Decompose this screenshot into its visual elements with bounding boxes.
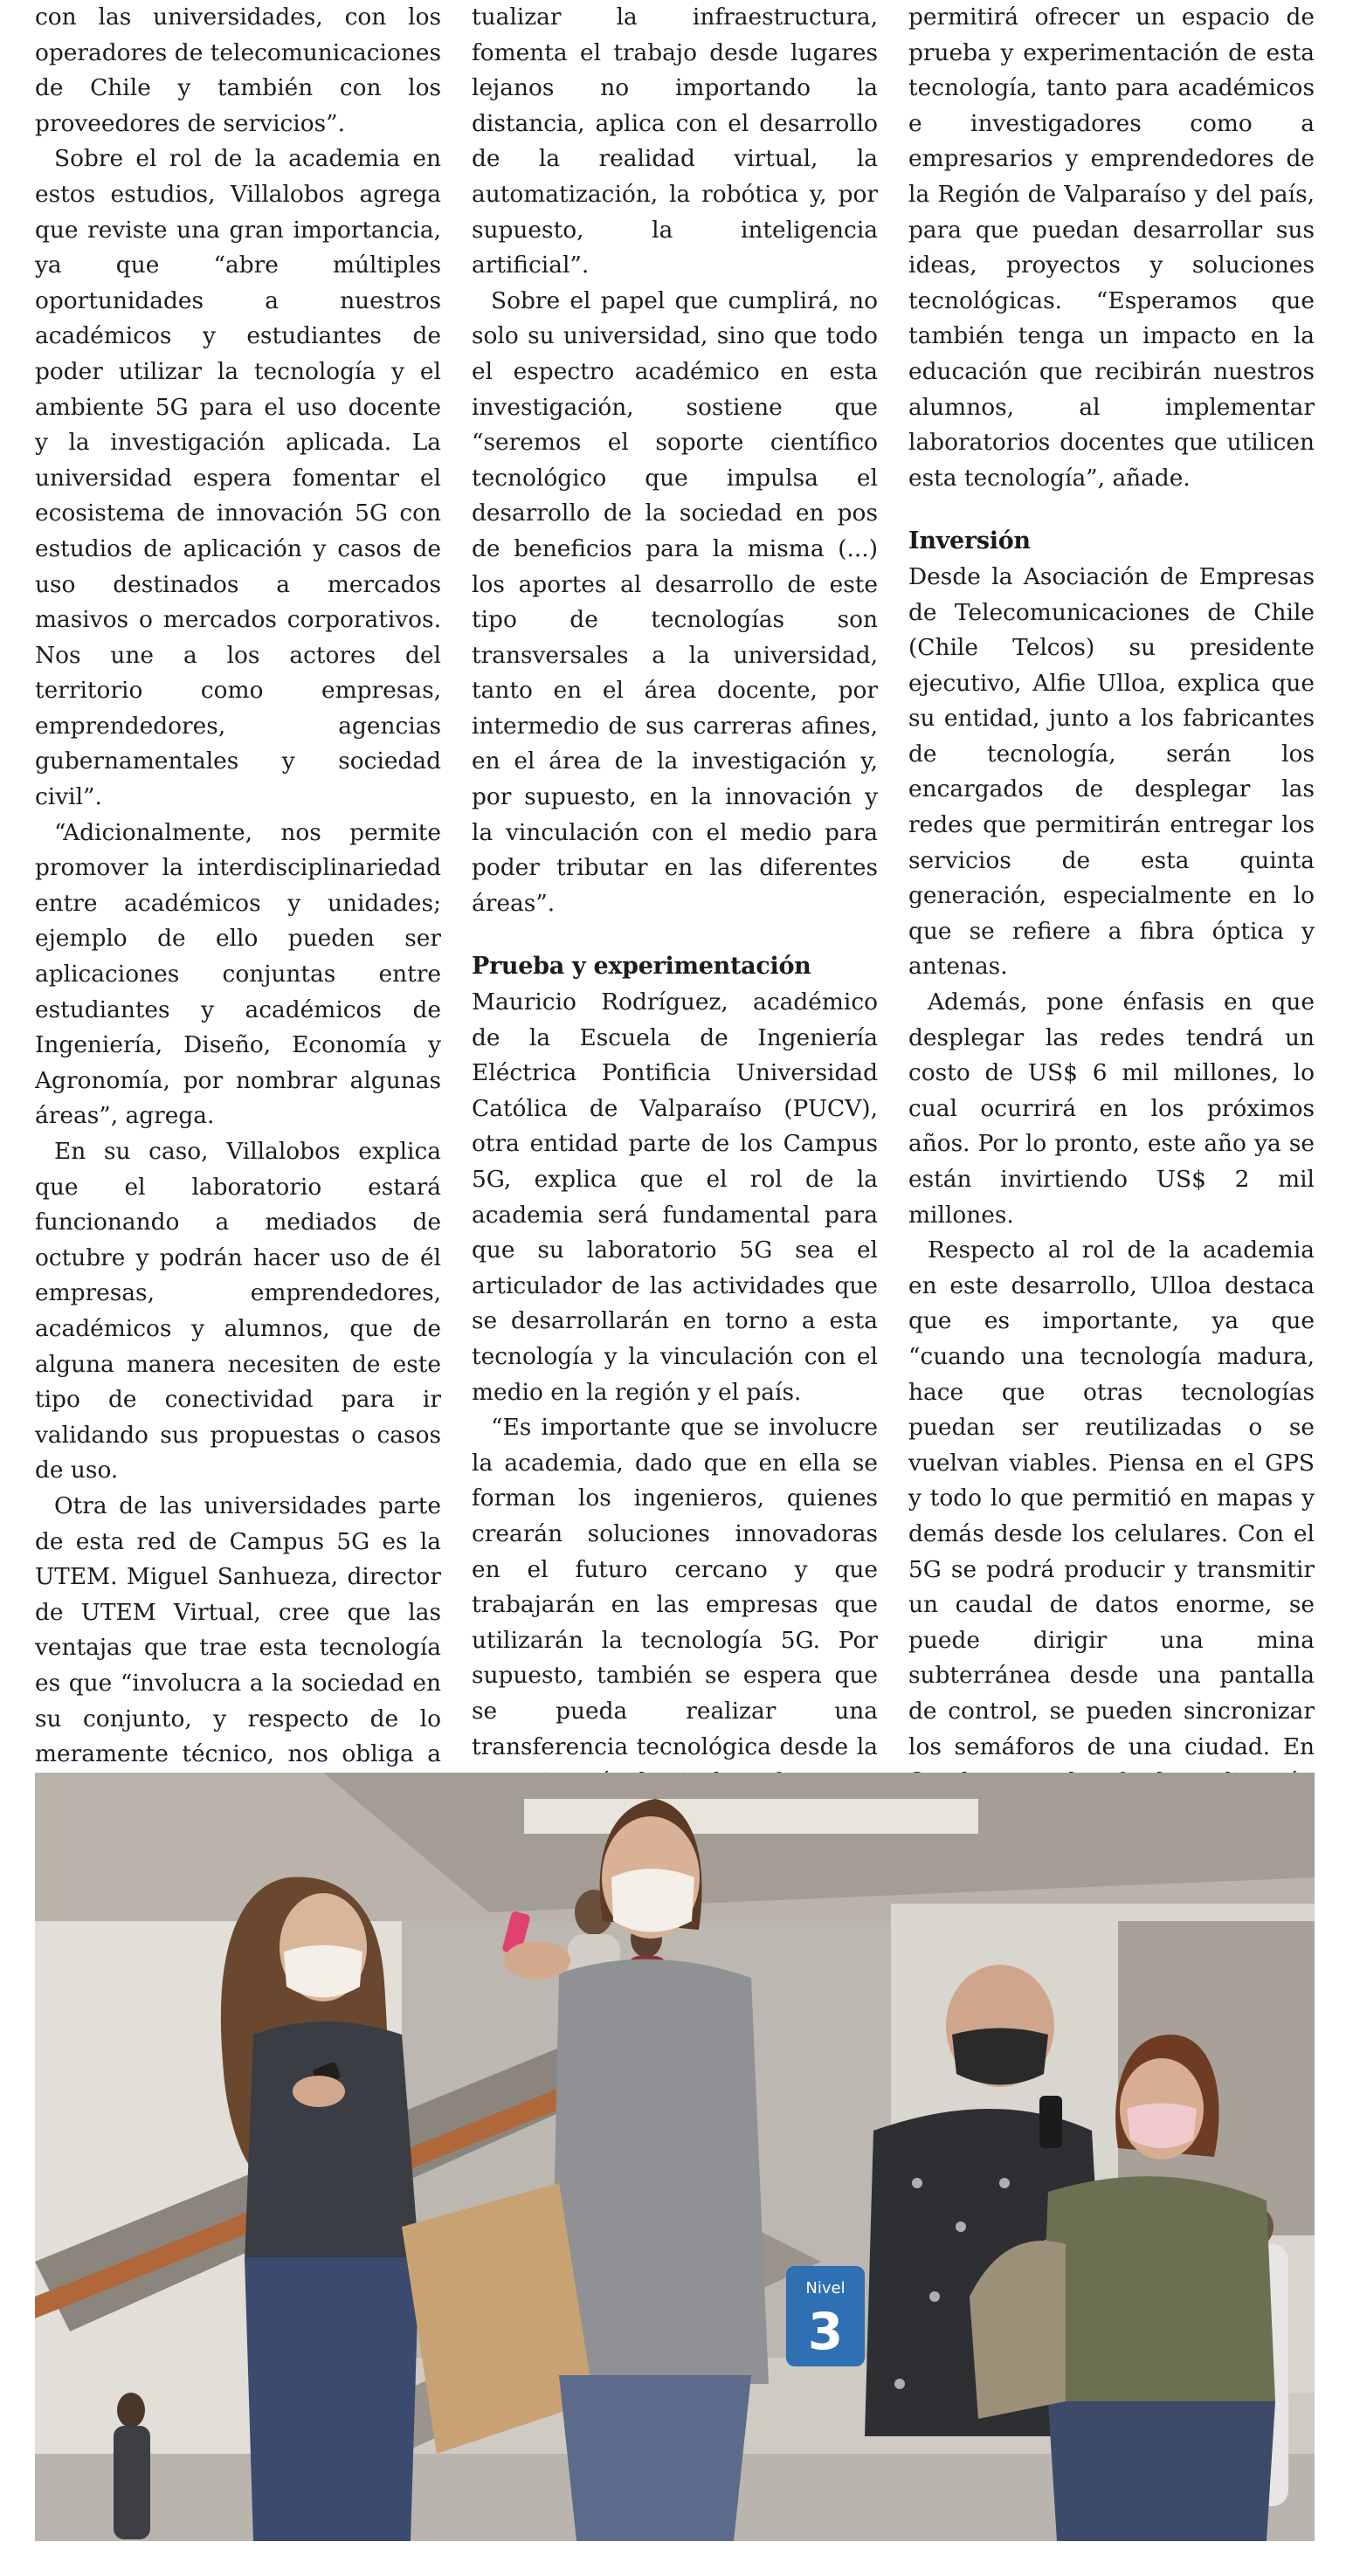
- article-paragraph: [908, 0, 1315, 496]
- text-column-1: [35, 0, 441, 1768]
- text-column-3: [908, 0, 1315, 1760]
- paragraph-text: Otra de las universidades parte de esta red de Campus 5G es la UTEM. Miguel Sanhueza, director de UTEM Virtual, cree que las ventajas que trae esta tecnología es que “involucra a la sociedad en su conjunto, y respecto de lo meramente técnico, nos obliga a: [35, 1491, 441, 1768]
- paragraph-text: Desde la Asociación de Empresas de Telecomunicaciones de Chile (Chile Telcos) su presidente ejecutivo, Alfie Ulloa, explica que su entidad, junto a los fabricantes de tecnología, serán los encargados de desplegar las redes que permitirán entregar los servicios de esta quinta generación, especialmente en lo que se refiere a fibra óptica y antenas.: [908, 562, 1315, 981]
- ceiling-light: [524, 1799, 978, 1834]
- paragraph-text: Sobre el rol de la academia en estos estudios, Villalobos agrega que reviste una gran importancia, ya que “abre múltiples oportunidades a nuestros académicos y estudiantes de poder utilizar la tecnología y el ambiente 5G para el uso docente y la investigación aplicada. La universidad espera fomentar el ecosistema de innovación 5G con estudios de aplicación y casos de uso destinados a mercados masivos o mercados corporativos. Nos une a los actores del territorio como empresas, emprendedores, agencias gubernamentales y sociedad civil”.: [35, 145, 441, 811]
- paragraph-text: con las universidades, con los operadores de telecomunicaciones de Chile y también con los proveedores de servicios”.: [35, 3, 441, 137]
- text-column-2: [472, 0, 878, 1760]
- paragraph-text: Además, pone énfasis en que desplegar las redes tendrá un costo de US$ 6 mil millones, lo cual ocurrirá en los próximos años. Por lo pronto, este año ya se están invirtiendo US$ 2 mil millones.: [908, 988, 1315, 1229]
- article-paragraph: [35, 1134, 441, 1489]
- section-heading: Prueba y experimentación: [472, 953, 811, 981]
- level-sign-label: Nivel: [805, 2279, 846, 2297]
- article-paragraph: [35, 816, 441, 1134]
- article-photo: [35, 1773, 1315, 2541]
- paragraph-text: Respecto al rol de la academia en este desarrollo, Ulloa destaca que es importante, ya que “cuando una tecnología madura, hace que otras tecnologías puedan ser reutilizadas o se vuelvan viables. Piensa en el GPS y todo lo que permitió en mapas y demás desde los celulares. Con el 5G se podrá producir y transmitir un caudal de datos enorme, se puede dirigir una mina subterránea desde una pantalla de control, se pueden sincronizar los semáforos de una ciudad. En: [908, 1236, 1315, 1760]
- paragraph-text: Sobre el papel que cumplirá, no solo su universidad, sino que todo el espectro académico en esta investigación, sostiene que “seremos el soporte científico tecnológico que impulsa el desarrollo de la sociedad en pos de beneficios para la misma (...) los aportes al desarrollo de este tipo de tecnologías son transversales a la universidad, tanto en el área docente, por intermedio de sus carreras afines, en el área de la investigación y, por supuesto, en la innovación y la vinculación con el medio para poder tributar en las diferentes áreas”.: [472, 286, 878, 917]
- paragraph-text: “Adicionalmente, nos permite promover la interdisciplinariedad entre académicos y unidades; ejemplo de ello pueden ser aplicaciones conjuntas entre estudiantes y académicos de Ingeniería, Diseño, Economía y Agronomía, por nombrar algunas áreas”, agrega.: [35, 818, 441, 1130]
- section-heading: Inversión: [908, 527, 1031, 555]
- article-paragraph: [472, 0, 878, 284]
- level-sign-number: 3: [807, 2302, 844, 2361]
- article-paragraph: [908, 985, 1315, 1233]
- section-gap: [472, 921, 878, 949]
- article-paragraph: [35, 0, 441, 141]
- paragraph-text: En su caso, Villalobos explica que el laboratorio estará funcionando a mediados de octubre y podrán hacer uso de él empresas, emprendedores, académicos y alumnos, que de alguna manera necesiten de este tipo de conectividad para ir validando sus propuestas o casos de uso.: [35, 1138, 441, 1484]
- photo-illustration: [35, 1773, 1315, 2541]
- article-paragraph: [472, 284, 878, 922]
- section-gap: [908, 496, 1315, 524]
- article-body: [35, 0, 1315, 1768]
- paragraph-text: permitirá ofrecer un espacio de prueba y experimentación de esta tecnología, tanto para académicos e investigadores como a empresarios y emprendedores de la Región de Valparaíso y del país, para que puedan desarrollar sus ideas, proyectos y soluciones tecnológicas. “Esperamos que también tenga un impacto en la educación que recibirán nuestros alumnos, al implementar laboratorios docentes que utilicen esta tecnología”, añade.: [908, 3, 1315, 492]
- paragraph-text: tualizar la infraestructura, fomenta el trabajo desde lugares lejanos no importando la distancia, aplica con el desarrollo de la realidad virtual, la automatización, la robótica y, por supuesto, la inteligencia artificial”.: [472, 3, 878, 279]
- paragraph-text: Mauricio Rodríguez, académico de la Escuela de Ingeniería Eléctrica Pontificia Universidad Católica de Valparaíso (PUCV), otra entidad parte de los Campus 5G, explica que el rol de la academia será fundamental para que su laboratorio 5G sea el articulador de las actividades que se desarrollarán en torno a esta tecnología y la vinculación con el medio en la región y el país.: [472, 988, 878, 1406]
- article-paragraph: [35, 141, 441, 815]
- paragraph-text: “Es importante que se involucre la academia, dado que en ella se forman los ingenieros, quienes crearán soluciones innovadoras en el futuro cercano y que trabajarán en las empresas que utilizarán la tecnología 5G. Por supuesto, también se espera que se pueda realizar una transferencia tecnológica desde la: [472, 1414, 878, 1760]
- article-paragraph: [908, 560, 1315, 985]
- article-paragraph: [472, 985, 878, 1410]
- level-sign: [786, 2266, 865, 2366]
